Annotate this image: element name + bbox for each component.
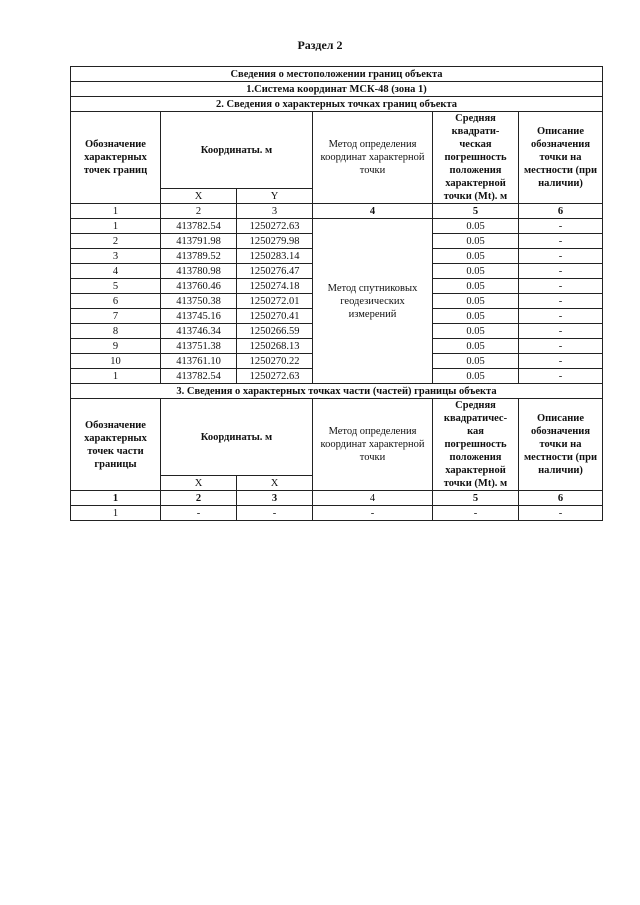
mt-value: 0.05 <box>433 369 519 384</box>
point-description: - <box>519 219 603 234</box>
coord-x: - <box>161 506 237 521</box>
coord-y: 1250272.01 <box>237 294 313 309</box>
coord-x: 413761.10 <box>161 354 237 369</box>
coord-x: 413745.16 <box>161 309 237 324</box>
mt-value: - <box>433 506 519 521</box>
mt-value: 0.05 <box>433 354 519 369</box>
point-number: 5 <box>71 279 161 294</box>
mt-value: 0.05 <box>433 294 519 309</box>
mt-value: 0.05 <box>433 249 519 264</box>
coord-x: 413791.98 <box>161 234 237 249</box>
point-number: 3 <box>71 249 161 264</box>
table-title: Сведения о местоположении границ объекта <box>71 67 603 82</box>
coord-x: 413782.54 <box>161 219 237 234</box>
point-number: 6 <box>71 294 161 309</box>
s3-num-5: 5 <box>433 491 519 506</box>
coord-x: 413789.52 <box>161 249 237 264</box>
coord-y: 1250268.13 <box>237 339 313 354</box>
point-description: - <box>519 264 603 279</box>
s3-header-point: Обозначение характерных точек части границы <box>71 399 161 491</box>
boundary-table <box>70 66 603 521</box>
coord-x: 413746.34 <box>161 324 237 339</box>
point-description: - <box>519 294 603 309</box>
mt-value: 0.05 <box>433 309 519 324</box>
s2-header-y: Y <box>237 189 313 204</box>
mt-value: 0.05 <box>433 219 519 234</box>
page-title: Раздел 2 <box>297 38 343 52</box>
s3-header-desc: Описание обозначения точки на местности (при наличии) <box>519 399 603 491</box>
point-number: 8 <box>71 324 161 339</box>
coord-x: 413750.38 <box>161 294 237 309</box>
table-row <box>71 506 603 521</box>
point-number: 1 <box>71 369 161 384</box>
s2-header-method: Метод определения координат характерной точки <box>313 112 433 204</box>
s2-header-point: Обозначение характерных точек границ <box>71 112 161 204</box>
coord-x: 413751.38 <box>161 339 237 354</box>
s2-num-4: 4 <box>313 204 433 219</box>
point-number: 1 <box>71 506 161 521</box>
s2-num-6: 6 <box>519 204 603 219</box>
section-2-title: 2. Сведения о характерных точках границ объекта <box>71 97 603 112</box>
s3-num-1: 1 <box>71 491 161 506</box>
coord-y: 1250276.47 <box>237 264 313 279</box>
table-row <box>71 219 603 234</box>
s3-header-coords: Координаты. м <box>161 399 313 476</box>
point-description: - <box>519 354 603 369</box>
s2-header-x: X <box>161 189 237 204</box>
s2-num-5: 5 <box>433 204 519 219</box>
s2-header-desc: Описание обозначения точки на местности (при наличии) <box>519 112 603 204</box>
point-description: - <box>519 506 603 521</box>
coord-x: 413782.54 <box>161 369 237 384</box>
coordinate-system: 1.Система координат МСК-48 (зона 1) <box>71 82 603 97</box>
section-3-title: 3. Сведения о характерных точках части (частей) границы объекта <box>71 384 603 399</box>
coord-y: 1250279.98 <box>237 234 313 249</box>
mt-value: 0.05 <box>433 324 519 339</box>
coord-x: 413760.46 <box>161 279 237 294</box>
point-number: 4 <box>71 264 161 279</box>
method-cell: Метод спутниковых геодезических измерений <box>313 219 433 384</box>
coord-y: 1250270.41 <box>237 309 313 324</box>
point-description: - <box>519 369 603 384</box>
s2-num-3: 3 <box>237 204 313 219</box>
s3-num-3: 3 <box>237 491 313 506</box>
point-description: - <box>519 339 603 354</box>
coord-y: 1250272.63 <box>237 219 313 234</box>
method-value: - <box>313 506 433 521</box>
s3-header-mt: Средняя квадратичес-кая погрешность положения характерной точки (Mt). м <box>433 399 519 491</box>
point-description: - <box>519 309 603 324</box>
point-number: 2 <box>71 234 161 249</box>
point-number: 10 <box>71 354 161 369</box>
s3-header-method: Метод определения координат характерной точки <box>313 399 433 491</box>
coord-x: 413780.98 <box>161 264 237 279</box>
coord-y: 1250272.63 <box>237 369 313 384</box>
mt-value: 0.05 <box>433 339 519 354</box>
s3-num-4: 4 <box>313 491 433 506</box>
coord-y: 1250283.14 <box>237 249 313 264</box>
s2-num-1: 1 <box>71 204 161 219</box>
s2-num-2: 2 <box>161 204 237 219</box>
s3-num-2: 2 <box>161 491 237 506</box>
point-description: - <box>519 234 603 249</box>
s2-header-mt: Средняя квадрати-ческая погрешность положения характерной точки (Mt). м <box>433 112 519 204</box>
point-number: 9 <box>71 339 161 354</box>
mt-value: 0.05 <box>433 264 519 279</box>
coord-y: 1250274.18 <box>237 279 313 294</box>
point-description: - <box>519 249 603 264</box>
coord-y: - <box>237 506 313 521</box>
mt-value: 0.05 <box>433 234 519 249</box>
point-description: - <box>519 279 603 294</box>
s2-header-coords: Координаты. м <box>161 112 313 189</box>
s3-header-y: X <box>237 476 313 491</box>
point-number: 7 <box>71 309 161 324</box>
s3-num-6: 6 <box>519 491 603 506</box>
point-number: 1 <box>71 219 161 234</box>
coord-y: 1250266.59 <box>237 324 313 339</box>
point-description: - <box>519 324 603 339</box>
s3-header-x: X <box>161 476 237 491</box>
mt-value: 0.05 <box>433 279 519 294</box>
coord-y: 1250270.22 <box>237 354 313 369</box>
